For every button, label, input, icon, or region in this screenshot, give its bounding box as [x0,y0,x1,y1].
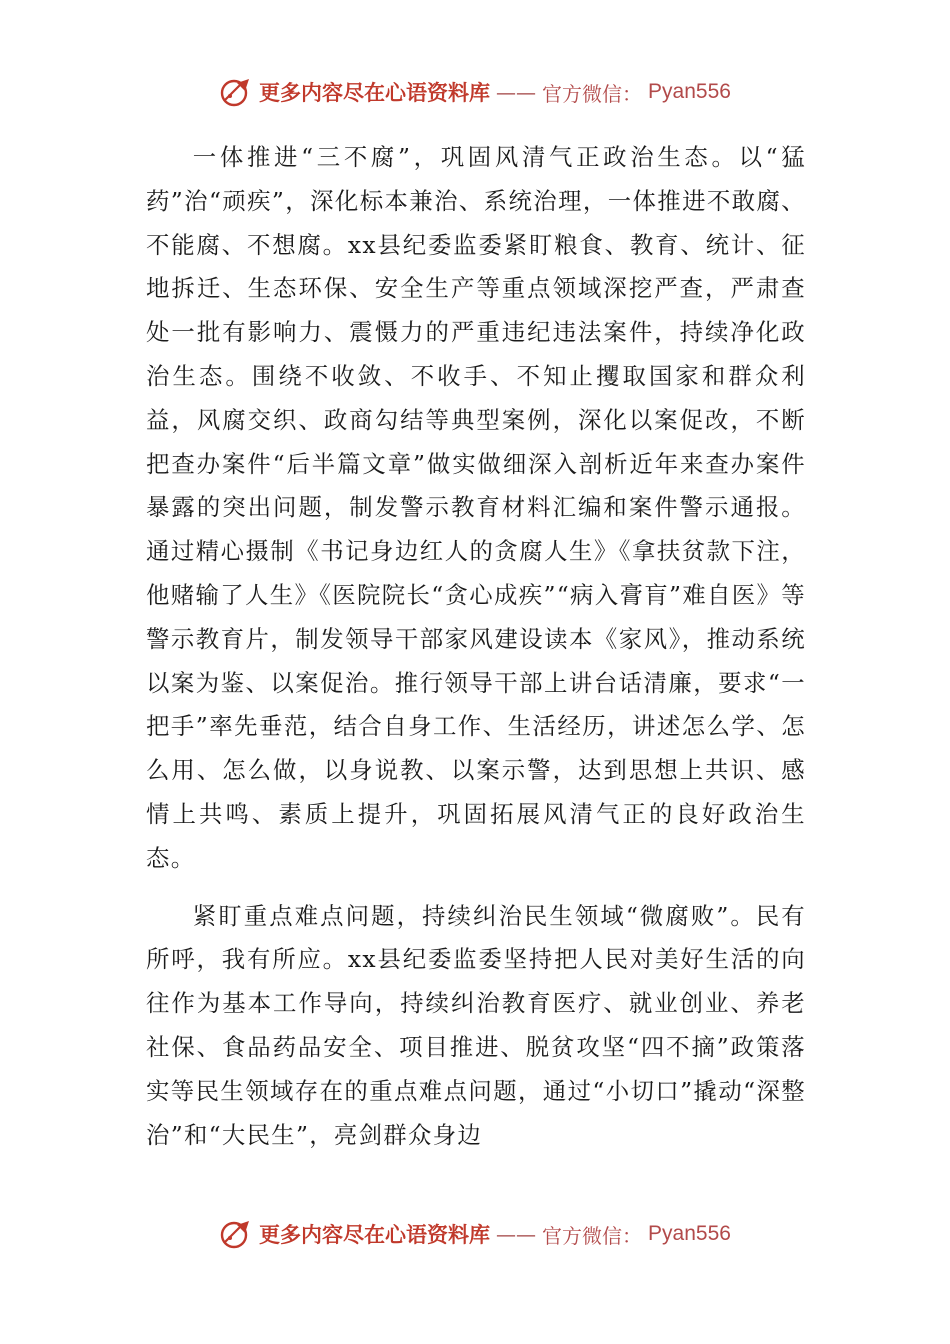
pen-nib-logo-icon [219,1217,253,1251]
footer-banner-wechat-id: Pyan556 [648,1222,731,1245]
pen-nib-logo-icon [219,75,253,109]
header-banner [0,72,950,112]
document-body [146,136,806,1157]
footer-banner-title: 更多内容尽在心语资料库 [259,1222,491,1247]
header-banner-dash: —— [496,80,537,104]
header-banner-title: 更多内容尽在心语资料库 [259,80,491,105]
footer-banner [0,1214,950,1254]
paragraph-1: 一体推进“三不腐”，巩固风清气正政治生态。以“猛药”治“顽疾”，深化标本兼治、系统治理，一体推进不敢腐、不能腐、不想腐。xx县纪委监委紧盯粮食、教育、统计、征地拆迁、生态环保、安全生产等重点领域深挖严查，严肃查处一批有影响力、震慑力的严重违纪违法案件，持续净化政治生态。围绕不收敛、不收手、不知止攫取国家和群众利益，风腐交织、政商勾结等典型案例，深化以案促改，不断把查办案件“后半篇文章”做实做细深入剖析近年来查办案件暴露的突出问题，制发警示教育材料汇编和案件警示通报。通过精心摄制《书记身边红人的贪腐人生》《拿扶贫款下注，他赌输了人生》《医院院长“贪心成疾”“病入膏肓”难自医》等警示教育片，制发领导干部家风建设读本《家风》，推动系统以案为鉴、以案促治。推行领导干部上讲台话清廉，要求“一把手”率先垂范，结合自身工作、生活经历，讲述怎么学、怎么用、怎么做，以身说教、以案示警，达到思想上共识、感情上共鸣、素质上提升，巩固拓展风清气正的良好政治生态。 [146,143,806,872]
header-banner-wechat-id: Pyan556 [648,80,731,103]
footer-banner-wechat-label: 官方微信： [542,1223,643,1248]
header-banner-wechat-label: 官方微信： [542,81,643,106]
footer-banner-dash: —— [496,1222,537,1246]
paragraph-2: 紧盯重点难点问题，持续纠治民生领域“微腐败”。民有所呼，我有所应。xx县纪委监委坚持把人民对美好生活的向往作为基本工作导向，持续纠治教育医疗、就业创业、养老社保、食品药品安全、项目推进、脱贫攻坚“四不摘”政策落实等民生领域存在的重点难点问题，通过“小切口”撬动“深整治”和“大民生”，亮剑群众身边 [146,901,806,1149]
